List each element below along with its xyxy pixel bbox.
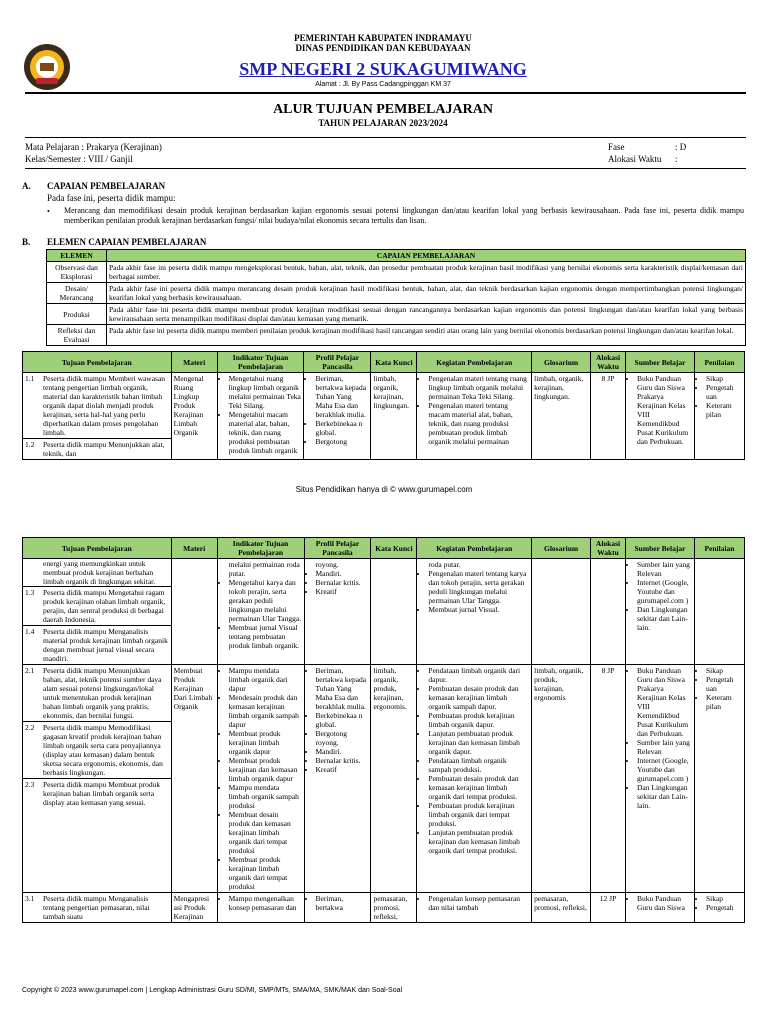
- materi-cell: Mengenal Ruang Lingkup Produk Kerajinan Limbah Organik: [171, 373, 217, 460]
- tp-text: energi yang memungkinkan untuk membuat produk kerajinan berbahan limbah organik di lingkungan sekitar.: [43, 559, 156, 586]
- section-a-bullet-dot: •: [47, 207, 50, 216]
- school-logo: [22, 42, 72, 92]
- penilaian-cell: [694, 559, 744, 665]
- glosarium-cell: pemasaran, promosi, refleksi,: [532, 893, 591, 923]
- doc-title: ALUR TUJUAN PEMBELAJARAN: [273, 102, 493, 117]
- list-item: • Mengetahui macam material alat, bahan, teknik, dan ruang produksi pembuatan produk limbah organik: [229, 410, 302, 455]
- alokasi-cell: 8 JP: [591, 665, 626, 893]
- list-item: • Beriman, bertakwa: [316, 894, 369, 912]
- alokasi-cell: [591, 559, 626, 665]
- tp-number: 1.1: [25, 374, 35, 383]
- elemen-desc: Pada akhir fase ini peserta didik mampu memberi penilaian produk kerajinan modifikasi hasil rancangan sendiri atau orang lain yang bernilai ekonomis berdasarkan potensi lingkungan dan/atau kearifan lokal.: [107, 325, 746, 346]
- tp-cell: [23, 373, 172, 460]
- section-a-title: CAPAIAN PEMBELAJARAN: [47, 181, 166, 191]
- list-item: • Pembuatan produk kerajinan limbah organik dari tempat produksi.: [428, 801, 529, 828]
- col-materi: Materi: [171, 538, 217, 559]
- section-a-bullet: Merancang dan memodifikasi desain produk kerajinan berdasarkan kajian ergonomis sesuai potensi lingkungan dan/atau kearifan lokal yang berbasis kewirausahaan. Pada fase ini, peserta didik mampu memberikan penilaian produk kerajinan berdasarkan fungsi/ nilai budaya/nilai ekonomis secara tertulis dan lisan.: [64, 206, 744, 225]
- sumber-cell: [626, 665, 695, 893]
- site-footer[interactable]: Situs Pendidikan hanya di © www.gurumapel.com: [295, 485, 473, 494]
- col-sumber: Sumber Belajar: [626, 352, 695, 373]
- table-row: [47, 262, 746, 283]
- materi-cell: Mengapresi asi Produk Kerajinan: [171, 893, 217, 923]
- tp-item: [23, 893, 171, 922]
- tp-item: [23, 779, 171, 808]
- section-b-title: ELEMEN CAPAIAN PEMBELAJARAN: [47, 237, 207, 247]
- list-item: • Pengetah uan: [706, 383, 742, 401]
- meta-mapel: Mata Pelajaran : Prakarya (Kerajinan): [25, 142, 162, 152]
- list-item: • Sikap: [706, 666, 742, 675]
- col-kunci: Kata Kunci: [371, 538, 417, 559]
- elemen-name: Observasi dan Eksplorasi: [47, 262, 107, 283]
- list-item: • Mandiri.: [316, 569, 369, 578]
- list-item: • Bergotong royong.: [316, 729, 369, 747]
- list-item: • Sikap: [706, 374, 742, 383]
- indikator-cell: [217, 893, 304, 923]
- list-item: • Sumber lain yang Relevan: [637, 738, 692, 756]
- list-item: • Beriman, bertakwa kepada Tuhan Yang Maha Esa dan berakhlak mulia.: [316, 666, 369, 711]
- elemen-name: Refleksi dan Evaluasi: [47, 325, 107, 346]
- col-alokasi: Alokasi Waktu: [591, 352, 626, 373]
- profil-cell: [304, 893, 371, 923]
- kunci-cell: limbah, organik, kerajinan, lingkungan.: [371, 373, 417, 460]
- list-item: • Mampu mengenalkan konsep pemasaran dan: [229, 894, 302, 912]
- list-item: • Buku Panduan Guru dan Siswa Prakarya Kerajinan Kelas VIII Kemendikbud Pusat Kurikulum dan Perbukuan.: [637, 374, 692, 446]
- list-item: • Pengetah: [706, 903, 742, 912]
- elemen-header: ELEMEN: [47, 250, 107, 262]
- capaian-header: CAPAIAN PEMBELAJARAN: [107, 250, 746, 262]
- sumber-cell: [626, 559, 695, 665]
- dept-name: DINAS PENDIDIKAN DAN KEBUDAYAAN: [295, 43, 471, 53]
- alokasi-cell: 8 JP: [591, 373, 626, 460]
- col-alokasi: Alokasi Waktu: [591, 538, 626, 559]
- kegiatan-cell: [417, 559, 532, 665]
- tp-cell: [23, 559, 172, 665]
- tp-number: 2.3: [25, 780, 35, 789]
- list-item: • Buku Panduan Guru dan Siswa: [637, 894, 692, 912]
- tp-item: [23, 626, 171, 664]
- profil-cell: [304, 559, 371, 665]
- list-item: • Bernalar kritis.: [316, 578, 369, 587]
- col-glosarium: Glosarium: [532, 538, 591, 559]
- list-item: • Mandiri.: [316, 747, 369, 756]
- tp-text: Peserta didik mampu Menganalisis tentang pengertian pemasaran, nilai tambah suatu: [43, 894, 150, 921]
- table-row: [47, 304, 746, 325]
- tp-number: 1.3: [25, 588, 35, 597]
- header-divider: [25, 92, 746, 94]
- atp-table-page2: [22, 537, 745, 923]
- meta-kelas: Kelas/Semester : VIII / Ganjil: [25, 154, 133, 164]
- indikator-cell: [217, 665, 304, 893]
- col-sumber: Sumber Belajar: [626, 538, 695, 559]
- tp-text: Peserta didik mampu Memodifikasi gagasan kreatif produk kerajinan bahan limbah organik serta cara penyajiannya (display atau kemasan) dalam bentuk sketsa secara ergonomis, ekonomis, dan berbasis lingkungan.: [43, 723, 163, 777]
- list-item: • Mengetahui karya dan tokoh perajin, serta gerakan peduli lingkungan melalui permainan Ular Tangga.: [229, 578, 302, 623]
- meta-alokasi-value: :: [675, 154, 678, 164]
- meta-alokasi-label: Alokasi Waktu: [608, 154, 662, 164]
- list-item: • Kreatif: [316, 765, 369, 774]
- kunci-cell: limbah, organik, produk, kerajinan, ergonomis.: [371, 665, 417, 893]
- list-item: • Beriman, bertakwa kepada Tuhan Yang Maha Esa dan berakhlak mulia.: [315, 374, 368, 419]
- list-item: • Pembuatan desain produk dan kemasan kerajinan limbah organik sampah dapur.: [428, 684, 529, 711]
- doc-year: TAHUN PELAJARAN 2023/2024: [318, 118, 448, 128]
- tp-text: Peserta didik mampu Memberi wawasan tentang pengertian limbah organik, material dan karakteristik bahan limbah organik dapat diolah menjadi produk kerajinan, serta hal-hal yang perlu diperhatikan dalam proses pengolahan limbah.: [43, 374, 166, 437]
- list-item: • Pengenalan materi tentang macam material alat, bahan, teknik, dan ruang produksi pembuatan produk limbah organik melalui permainan: [428, 401, 529, 446]
- kegiatan-cell: [417, 373, 532, 460]
- tp-item: [23, 722, 171, 779]
- list-item: • Buku Panduan Guru dan Siswa Prakarya Kerajinan Kelas VIII Kemendikbud Pusat Kurikulum dan Perbukuan.: [637, 666, 692, 738]
- section-b-label: B.: [22, 237, 31, 247]
- col-kegiatan: Kegiatan Pembelajaran: [417, 352, 532, 373]
- penilaian-cell: [694, 665, 744, 893]
- sumber-cell: [626, 893, 695, 923]
- elemen-name: Desain/ Merancang: [47, 283, 107, 304]
- penilaian-cell: [694, 373, 744, 460]
- profil-cell: [304, 373, 371, 460]
- tp-cell: [23, 665, 172, 893]
- kunci-cell: [371, 559, 417, 665]
- list-item: • Pengenalan materi tentang ruang lingkup limbah organik melalui permainan Teka Teki Silang.: [428, 374, 529, 401]
- alokasi-cell: 12 JP: [591, 893, 626, 923]
- list-item: • Berkebinekaa n global.: [316, 711, 369, 729]
- indikator-cell: [217, 373, 304, 460]
- tp-cell: [23, 893, 172, 923]
- tp-number: [25, 559, 43, 586]
- list-item: • Bernalar kritis.: [316, 756, 369, 765]
- list-item: • Pembuatan desain produk dan kemasan kerajinan limbah organik dari tempat produksi.: [428, 774, 529, 801]
- school-name[interactable]: SMP NEGERI 2 SUKAGUMIWANG: [239, 59, 527, 79]
- list-item: • Pengenalan konsep pemasaran dan nilai tambah: [428, 894, 529, 912]
- tp-number: 1.2: [25, 440, 35, 449]
- col-profil: Profil Pelajar Pancasila: [304, 352, 371, 373]
- col-materi: Materi: [171, 352, 217, 373]
- list-item: • Internet (Google, Youtube dan gurumapel.com ): [637, 756, 692, 783]
- profil-cell: [304, 665, 371, 893]
- materi-cell: Membuat Produk Kerajinan Dari Limbah Organik: [171, 665, 217, 893]
- table-row: [47, 283, 746, 304]
- table-row: [23, 373, 745, 460]
- gov-name: PEMERINTAH KABUPATEN INDRAMAYU: [294, 33, 472, 43]
- tp-number: 2.2: [25, 723, 35, 732]
- col-indikator: Indikator Tujuan Pembelajaran: [217, 538, 304, 559]
- col-kunci: Kata Kunci: [371, 352, 417, 373]
- meta-fase-label: Fase: [608, 142, 625, 152]
- list-item: • Sumber lain yang Relevan: [637, 560, 692, 578]
- list-item: • Membuat produk kerajinan limbah organik dari tempat produksi: [229, 855, 302, 891]
- list-item: • Sikap: [706, 894, 742, 903]
- table-row: [23, 665, 745, 893]
- list-item: • Keteram pilan: [706, 401, 742, 419]
- elemen-desc: Pada akhir fase ini peserta didik mampu merancang desain produk kerajinan hasil modifikasi bentuk, bahan, alat, dan teknik berdasarkan kajian ergonomis dengan mempertimbangkan potensi lingkungan/ kearifan lokal yang berbasis kewirausahaan.: [107, 283, 746, 304]
- list-item: • Pendataan limbah organik dari dapur.: [428, 666, 529, 684]
- kegiatan-cell: [417, 893, 532, 923]
- glosarium-cell: limbah, organik, produk, kerajinan, ergonomis: [532, 665, 591, 893]
- kunci-cell: pemasaran, promosi, refleksi,: [371, 893, 417, 923]
- glosarium-cell: limbah, organik, kerajinan, lingkungan.: [532, 373, 591, 460]
- list-item: • Pembuatan produk kerajinan limbah organik dapur.: [428, 711, 529, 729]
- col-tujuan: Tujuan Pembelajaran: [23, 538, 172, 559]
- col-tujuan: Tujuan Pembelajaran: [23, 352, 172, 373]
- section-a-label: A.: [22, 181, 31, 191]
- list-item: • Membuat jurnal Visual.: [428, 605, 529, 614]
- tp-item: [23, 665, 171, 722]
- tp-number: 2.1: [25, 666, 35, 675]
- list-item: • Dan Lingkungan sekitar dan Lain-lain.: [637, 783, 692, 810]
- list-item: • Pengetah uan: [706, 675, 742, 693]
- tp-item: [23, 559, 171, 587]
- kegiatan-cell: [417, 665, 532, 893]
- list-item: • Pengenalan materi tentang karya dan tokoh perajin, serta gerakan peduli lingkungan melalui permainan Ular Tangga.: [428, 569, 529, 605]
- meta-fase-value: : D: [675, 142, 687, 152]
- list-item: • Mampu mendata limbah organik dari dapur: [229, 666, 302, 693]
- list-item: • Membuat produk kerajinan dan kemasan limbah organik dapur: [229, 756, 302, 783]
- meta-bottom-line: [25, 168, 746, 169]
- table-row: [47, 325, 746, 346]
- tp-text: Peserta didik mampu Menunjukkan bahan, alat, teknik potensi sumber daya alam sesuai potensi lingkungan/lokal untuk menentukan produk kerajinan bahan limbah organik yang praktis, ekonomis, dan bernilai fungsi.: [43, 666, 162, 720]
- col-penilaian: Penilaian: [694, 538, 744, 559]
- indikator-cell: [217, 559, 304, 665]
- col-indikator: Indikator Tujuan Pembelajaran: [217, 352, 304, 373]
- list-item: • Dan Lingkungan sekitar dan Lain-lain.: [637, 605, 692, 632]
- list-item-cont: melalui permainan roda putar.: [228, 560, 300, 578]
- list-item: • Internet (Google, Youtube dan gurumapel.com ): [637, 578, 692, 605]
- list-item-cont: roda putar.: [428, 560, 461, 569]
- penilaian-cell: [694, 893, 744, 923]
- elemen-table: [46, 249, 746, 346]
- tp-number: 3.1: [25, 894, 35, 903]
- sumber-cell: [626, 373, 695, 460]
- tp-text: Peserta didik mampu Menunjukkan alat, teknik, dan: [43, 440, 165, 458]
- list-item: • Pendataan limbah organik sampah produksi.: [428, 756, 529, 774]
- list-item: • Membuat jurnal Visual tentang pembuatan produk limbah organik.: [229, 623, 302, 650]
- list-item-cont: royong.: [315, 560, 339, 569]
- list-item: • Mendesain produk dan kemasan kerajinan limbah organik sampah dapur: [229, 693, 302, 729]
- list-item: • Membuat produk kerajinan limbah organik dapur: [229, 729, 302, 756]
- tp-text: Peserta didik mampu Menganalisis material produk kerajinan limbah organik dengan membuat jurnal visual secara mandiri.: [43, 627, 168, 663]
- glosarium-cell: [532, 559, 591, 665]
- col-kegiatan: Kegiatan Pembelajaran: [417, 538, 532, 559]
- list-item: • Membuat desain produk dan kemasan kerajinan limbah organik dari tempat produksi: [229, 810, 302, 855]
- tp-number: 1.4: [25, 627, 35, 636]
- tp-item: [23, 587, 171, 626]
- list-item: • Berkebinekaa n global.: [315, 419, 368, 437]
- list-item: • Mampu mendata limbah organik sampah produksi: [229, 783, 302, 810]
- list-item: • Keteram pilan: [706, 693, 742, 711]
- elemen-desc: Pada akhir fase ini peserta didik mampu membuat produk kerajinan modifikasi sesuai dengan rancangannya berdasarkan kajian ergonomis dan potensi lingkungan dan/atau kearifan lokal yang berbasis kewirausahaan serta menampilkan modifikasi displai dan/atau kemasan yang menarik.: [107, 304, 746, 325]
- tp-item: [23, 439, 171, 459]
- copyright-footer[interactable]: Copyright © 2023 www.gurumapel.com | Lengkap Administrasi Guru SD/MI, SMP/MTs, SMA/MA, SMK/MAK dan Soal-Soal: [22, 987, 403, 994]
- table-row: [23, 559, 745, 665]
- tp-text: Peserta didik mampu Membuat produk kerajinan bahan limbah organik serta display atau kemasan yang sesuai.: [43, 780, 161, 807]
- elemen-desc: Pada akhir fase ini peserta didik mampu mengeksplorasi bentuk, bahan, alat, teknik, dan prosedur pembuatan produk kerajinan hasil modifikasi yang bernilai ekonomis serta karakteristik displai/kemasan dari berbagai sumber.: [107, 262, 746, 283]
- list-item: • Lanjutan pembuatan produk kerajinan dan kemasan limbah organik dari tempat produksi.: [428, 828, 529, 855]
- materi-cell: [171, 559, 217, 665]
- list-item: • Mengetahui ruang lingkup limbah organik melalui permainan Teka Teki Silang.: [229, 374, 302, 410]
- list-item: • Bergotong: [315, 437, 368, 446]
- col-glosarium: Glosarium: [532, 352, 591, 373]
- school-address: Alamat : Jl. By Pass Cadangpinggan KM 37: [315, 81, 451, 88]
- table-row: [23, 893, 745, 923]
- section-a-intro: Pada fase ini, peserta didik mampu:: [47, 193, 176, 203]
- tp-text: Peserta didik mampu Mengetahui ragam produk kerajinan olahan limbah organik, perajin, dan sentral produksi di berbagai daerah Indonesia.: [43, 588, 166, 624]
- elemen-name: Produksi: [47, 304, 107, 325]
- atp-table-page1: [22, 351, 745, 460]
- col-penilaian: Penilaian: [694, 352, 744, 373]
- col-profil: Profil Pelajar Pancasila: [304, 538, 371, 559]
- list-item: • Lanjutan pembuatan produk kerajinan dan kemasan limbah organik dapur.: [428, 729, 529, 756]
- meta-top-line: [25, 137, 746, 138]
- list-item: • Kreatif: [316, 587, 369, 596]
- tp-item: [23, 373, 171, 439]
